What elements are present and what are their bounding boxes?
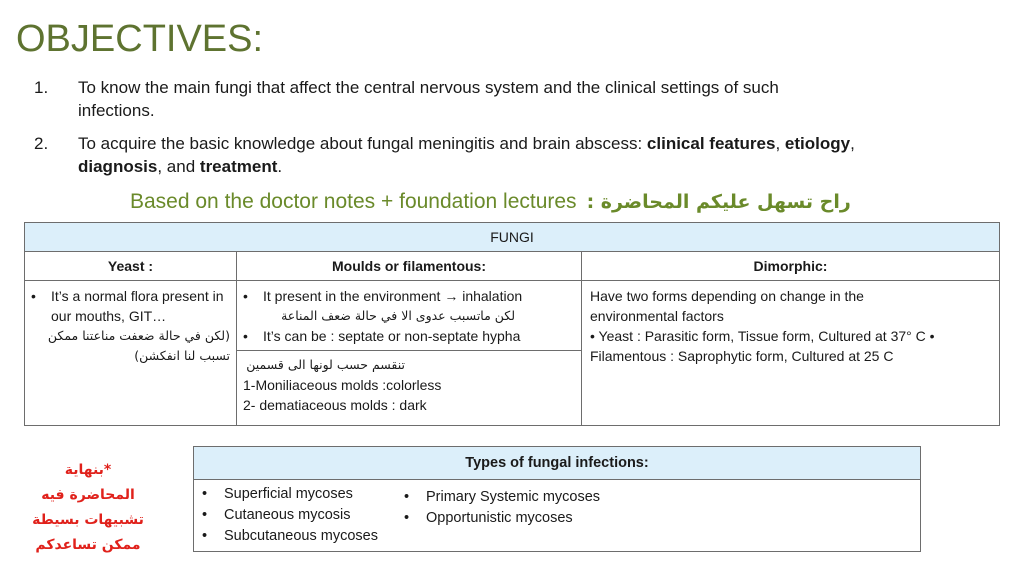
- separator: , and: [157, 157, 200, 176]
- bullet-icon: •: [404, 489, 410, 505]
- fungi-table-title: FUNGI: [25, 223, 1000, 252]
- moulds-bottom-section: [237, 351, 581, 420]
- note-line: *بنهاية: [64, 462, 112, 478]
- note-line: ممكن تساعدكم: [35, 537, 141, 553]
- column-header-yeast: Yeast :: [25, 252, 237, 281]
- bullet-icon: •: [404, 510, 410, 526]
- bullet-icon: •: [243, 328, 248, 344]
- infection-type-cutaneous: Cutaneous mycosis: [224, 507, 351, 523]
- moulds-text: inhalation: [458, 288, 523, 304]
- column-header-moulds: Moulds or filamentous:: [237, 252, 582, 281]
- dimorphic-cell: [582, 281, 1000, 426]
- separator: ,: [850, 134, 855, 153]
- list-item: [202, 505, 404, 526]
- keyword-treatment: treatment: [199, 157, 278, 176]
- list-item: [31, 286, 230, 326]
- bullet-icon: •: [202, 528, 208, 544]
- subtitle-arabic: راح تسهل عليكم المحاضرة :: [586, 191, 851, 213]
- subtitle-english: Based on the doctor notes + foundation lectures: [130, 190, 577, 213]
- infection-type-subcutaneous: Subcutaneous mycoses: [224, 528, 378, 544]
- yeast-description: It’s a normal flora present in our mouths, GIT…: [51, 288, 224, 324]
- objective-number: 1.: [34, 78, 49, 97]
- infection-types-column-1: [202, 484, 404, 547]
- yeast-cell: [25, 281, 237, 426]
- moulds-arabic-note: لكن ماتسبب عدوى الا في حالة ضعف المناعة: [281, 308, 515, 323]
- objective-text: To acquire the basic knowledge about fungal meningitis and brain abscess:: [78, 134, 647, 153]
- moulds-item-environment: [263, 286, 522, 306]
- moulds-type-dematiaceous: 2- dematiaceous molds : dark: [243, 397, 427, 413]
- subtitle: [130, 190, 890, 214]
- infection-types-table: [193, 446, 921, 552]
- moulds-cell: [237, 281, 582, 426]
- note-line: تشبيهات بسيطة: [32, 512, 144, 528]
- moulds-item-hypha: It’s can be : septate or non-septate hypha: [263, 328, 521, 344]
- infection-types-column-2: [404, 484, 600, 547]
- infection-types-title: Types of fungal infections:: [194, 447, 921, 480]
- objective-text-line: infections.: [78, 101, 155, 120]
- list-item: [404, 508, 600, 529]
- infection-type-opportunistic: Opportunistic mycoses: [426, 510, 573, 526]
- list-item: [243, 326, 575, 346]
- dimorphic-text-line: Have two forms depending on change in the: [590, 288, 864, 304]
- objective-number: 2.: [34, 134, 49, 153]
- separator: ,: [775, 134, 785, 153]
- bullet-icon: •: [243, 288, 248, 304]
- list-item: [202, 526, 404, 547]
- list-item: [243, 286, 575, 306]
- list-item: [404, 487, 600, 508]
- objective-item: [34, 76, 994, 122]
- moulds-arabic-types-note: تنقسم حسب لونها الى قسمين: [246, 357, 405, 372]
- infection-types-body: [194, 480, 921, 552]
- bullet-icon: •: [31, 288, 36, 304]
- bullet-icon: •: [202, 486, 208, 502]
- fungi-table: [24, 222, 1000, 426]
- page-title: OBJECTIVES:: [16, 18, 264, 60]
- infection-type-superficial: Superficial mycoses: [224, 486, 353, 502]
- infection-type-primary-systemic: Primary Systemic mycoses: [426, 489, 601, 505]
- arrow-right-icon: →: [444, 288, 459, 304]
- column-header-dimorphic: Dimorphic:: [582, 252, 1000, 281]
- dimorphic-text-line: Filamentous : Saprophytic form, Cultured at 25 C: [590, 348, 894, 364]
- objectives-list: [34, 76, 994, 188]
- objective-item: [34, 132, 994, 178]
- note-line: المحاضرة فيه: [41, 487, 135, 503]
- dimorphic-text-line: environmental factors: [590, 308, 724, 324]
- keyword-etiology: etiology: [784, 134, 851, 153]
- moulds-text: It present in the environment: [263, 288, 445, 304]
- keyword-diagnosis: diagnosis: [78, 157, 158, 176]
- moulds-top-section: [237, 281, 581, 351]
- dimorphic-text-line: • Yeast : Parasitic form, Tissue form, Cultured at 37° C •: [590, 328, 935, 344]
- objective-text-line: To know the main fungi that affect the central nervous system and the clinical settings of such: [78, 78, 779, 97]
- keyword-clinical-features: clinical features: [646, 134, 776, 153]
- arabic-red-note: [28, 458, 148, 558]
- separator: .: [277, 157, 283, 176]
- list-item: [202, 484, 404, 505]
- moulds-type-moniliaceous: 1-Moniliaceous molds :colorless: [243, 377, 442, 393]
- yeast-arabic-note: (لكن في حالة ضعفت مناعتنا ممكن تسبب لنا انفكشن): [47, 328, 230, 363]
- bullet-icon: •: [202, 507, 208, 523]
